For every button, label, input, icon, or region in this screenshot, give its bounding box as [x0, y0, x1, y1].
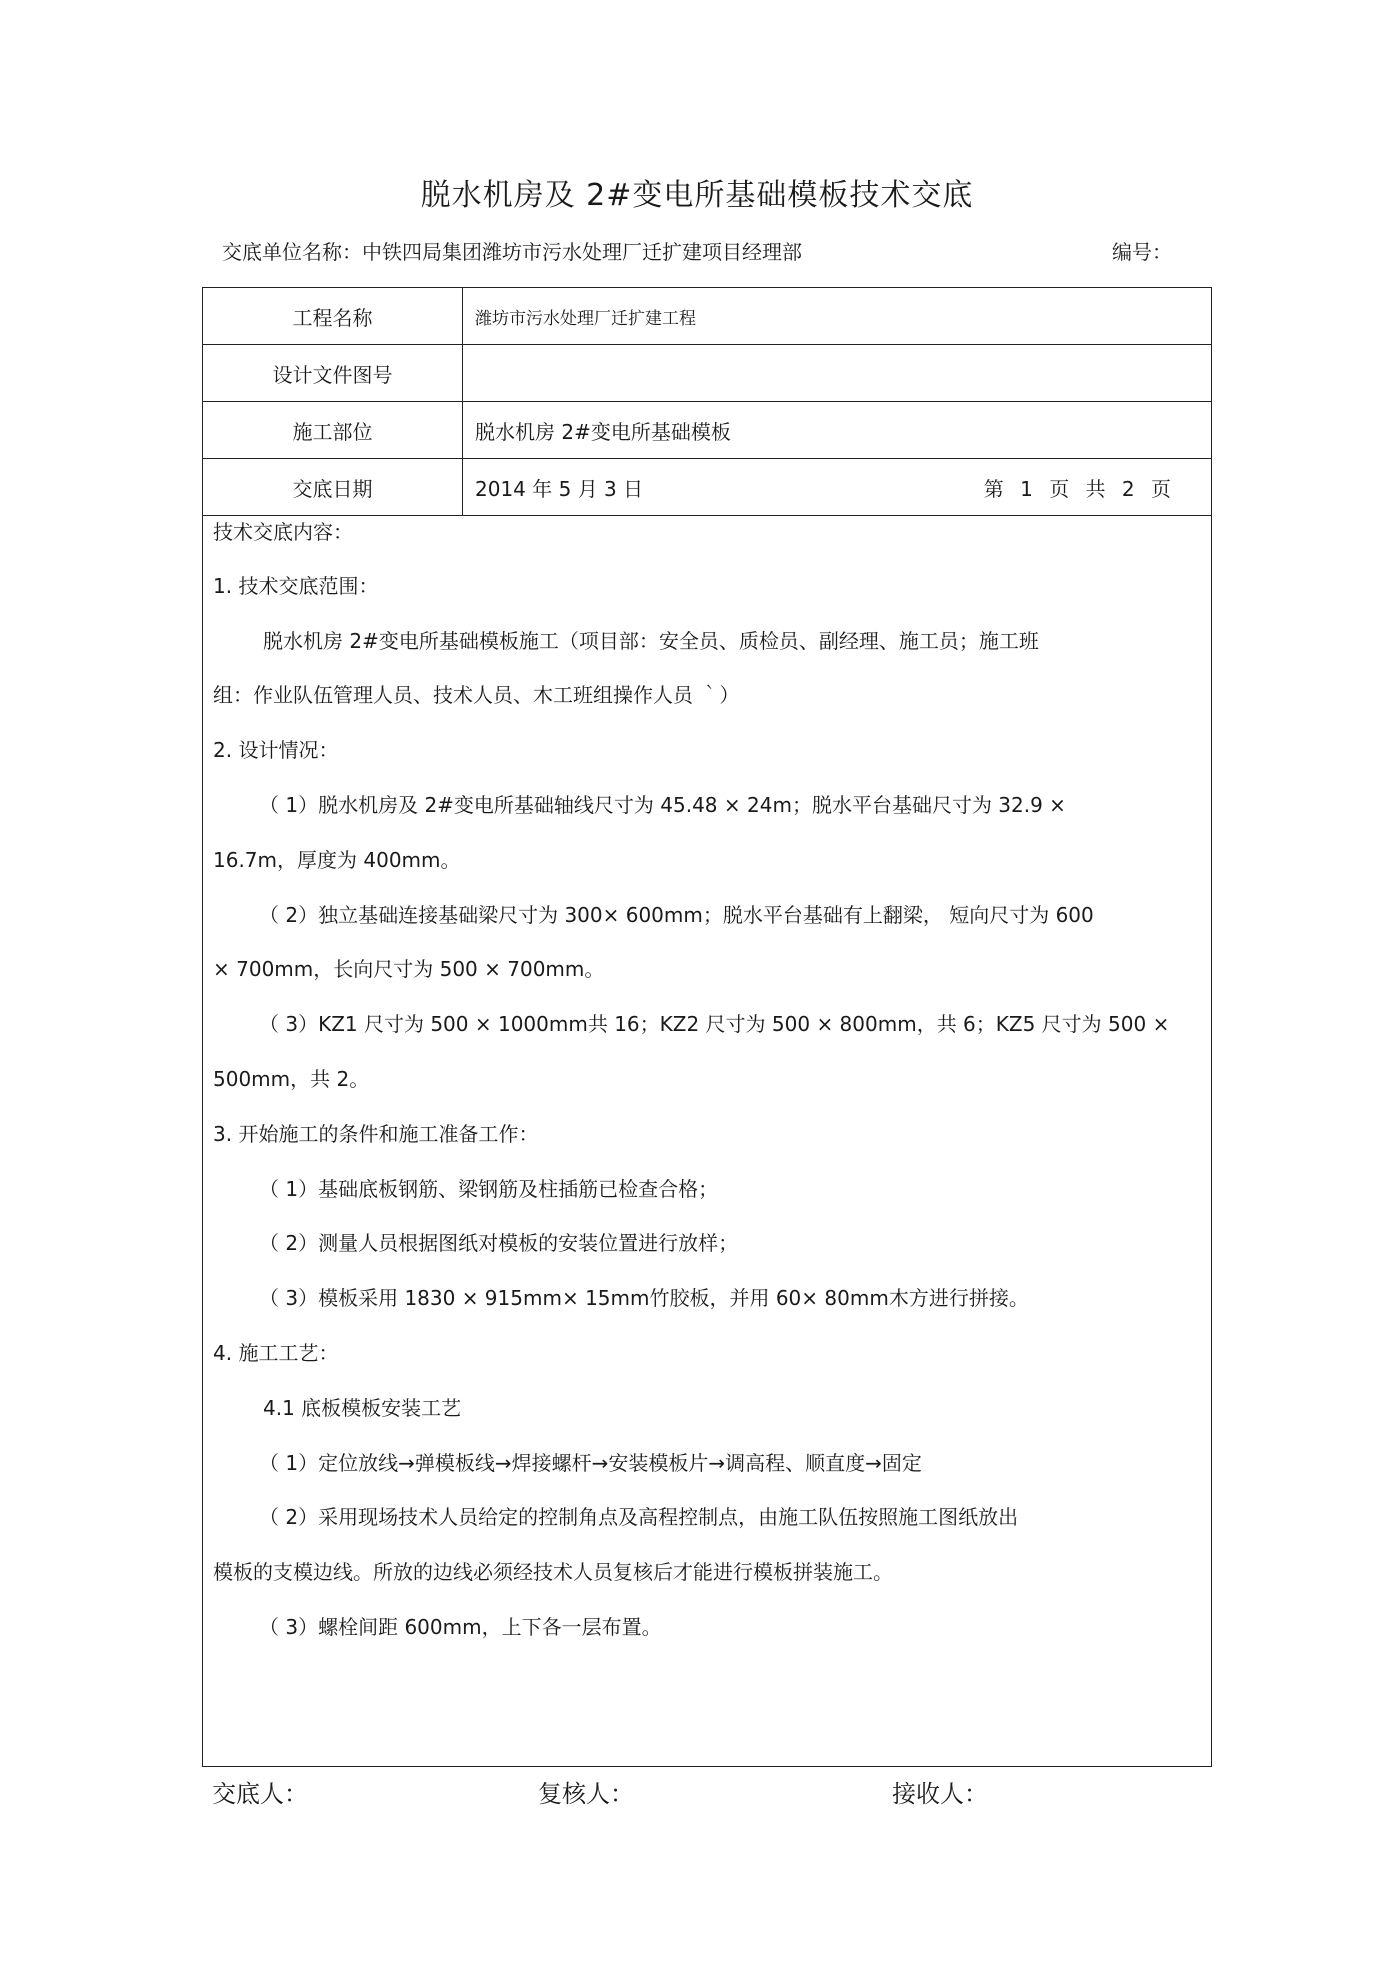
content-line: 4.1 底板模板安装工艺	[263, 1396, 462, 1420]
design-drawing-no-label: 设计文件图号	[203, 345, 463, 401]
receiver-label: 接收人：	[892, 1780, 988, 1808]
content-line: （ 3）KZ1 尺寸为 500 × 1000mm共 16；KZ2 尺寸为 500 × 800mm，共 6；KZ5 尺寸为 500 ×	[259, 1012, 1170, 1036]
content-line: 脱水机房 2#变电所基础模板施工（项目部：安全员、质检员、副经理、施工员；施工班	[263, 629, 1039, 653]
unit-name-label: 交底单位名称：中铁四局集团潍坊市污水处理厂迁扩建项目经理部	[222, 240, 802, 264]
content-line: （ 1）脱水机房及 2#变电所基础轴线尺寸为 45.48 × 24m；脱水平台基础尺寸为 32.9 ×	[259, 793, 1066, 817]
content-line: 组：作业队伍管理人员、技术人员、木工班组操作人员 ｀）	[213, 683, 740, 707]
content-line: 1. 技术交底范围：	[213, 574, 379, 598]
signature-row	[212, 1774, 1212, 1814]
page-info: 第 1 页 共 2 页	[983, 476, 1171, 501]
content-line: （ 3）螺栓间距 600mm，上下各一层布置。	[259, 1615, 662, 1639]
content-line: 模板的支模边线。所放的边线必须经技术人员复核后才能进行模板拼装施工。	[213, 1560, 893, 1584]
number-label: 编号：	[1112, 240, 1172, 264]
content-line: 3. 开始施工的条件和施工准备工作：	[213, 1122, 539, 1146]
row-project-name	[203, 288, 1211, 345]
content-line: （ 2）测量人员根据图纸对模板的安装位置进行放样；	[259, 1231, 739, 1255]
content-line: （ 2）采用现场技术人员给定的控制角点及高程控制点，由施工队伍按照施工图纸放出	[259, 1505, 1019, 1529]
content-line: 500mm，共 2。	[213, 1067, 370, 1091]
content-line: × 700mm，长向尺寸为 500 × 700mm。	[213, 957, 605, 981]
construction-location-value: 脱水机房 2#变电所基础模板	[475, 419, 731, 444]
content-line: （ 2）独立基础连接基础梁尺寸为 300× 600mm；脱水平台基础有上翻梁， 短向尺寸为 600	[259, 903, 1094, 927]
header-meta	[222, 236, 1172, 266]
project-name-value: 潍坊市污水处理厂迁扩建工程	[475, 308, 696, 329]
disclosure-table	[202, 287, 1212, 1767]
project-name-label: 工程名称	[203, 288, 463, 344]
content-line: （ 3）模板采用 1830 × 915mm× 15mm竹胶板，并用 60× 80mm木方进行拼接。	[259, 1286, 1029, 1310]
content-line: （ 1）基础底板钢筋、梁钢筋及柱插筋已检查合格；	[259, 1177, 719, 1201]
content-line: 4. 施工工艺：	[213, 1341, 339, 1365]
content-line: 2. 设计情况：	[213, 738, 339, 762]
row-design-drawing-no	[203, 345, 1211, 402]
submitter-label: 交底人：	[212, 1780, 308, 1808]
row-disclosure-date	[203, 459, 1211, 516]
construction-location-label: 施工部位	[203, 402, 463, 458]
content-line: （ 1）定位放线→弹模板线→焊接螺杆→安装模板片→调高程、顺直度→固定	[259, 1451, 922, 1475]
content-line: 16.7m，厚度为 400mm。	[213, 848, 461, 872]
row-construction-location	[203, 402, 1211, 459]
content-heading: 技术交底内容：	[213, 520, 353, 544]
disclosure-date-label: 交底日期	[203, 459, 463, 515]
document-title: 脱水机房及 2#变电所基础模板技术交底	[420, 178, 974, 213]
disclosure-date-value: 2014 年 5 月 3 日	[475, 476, 644, 501]
reviewer-label: 复核人：	[538, 1780, 634, 1808]
